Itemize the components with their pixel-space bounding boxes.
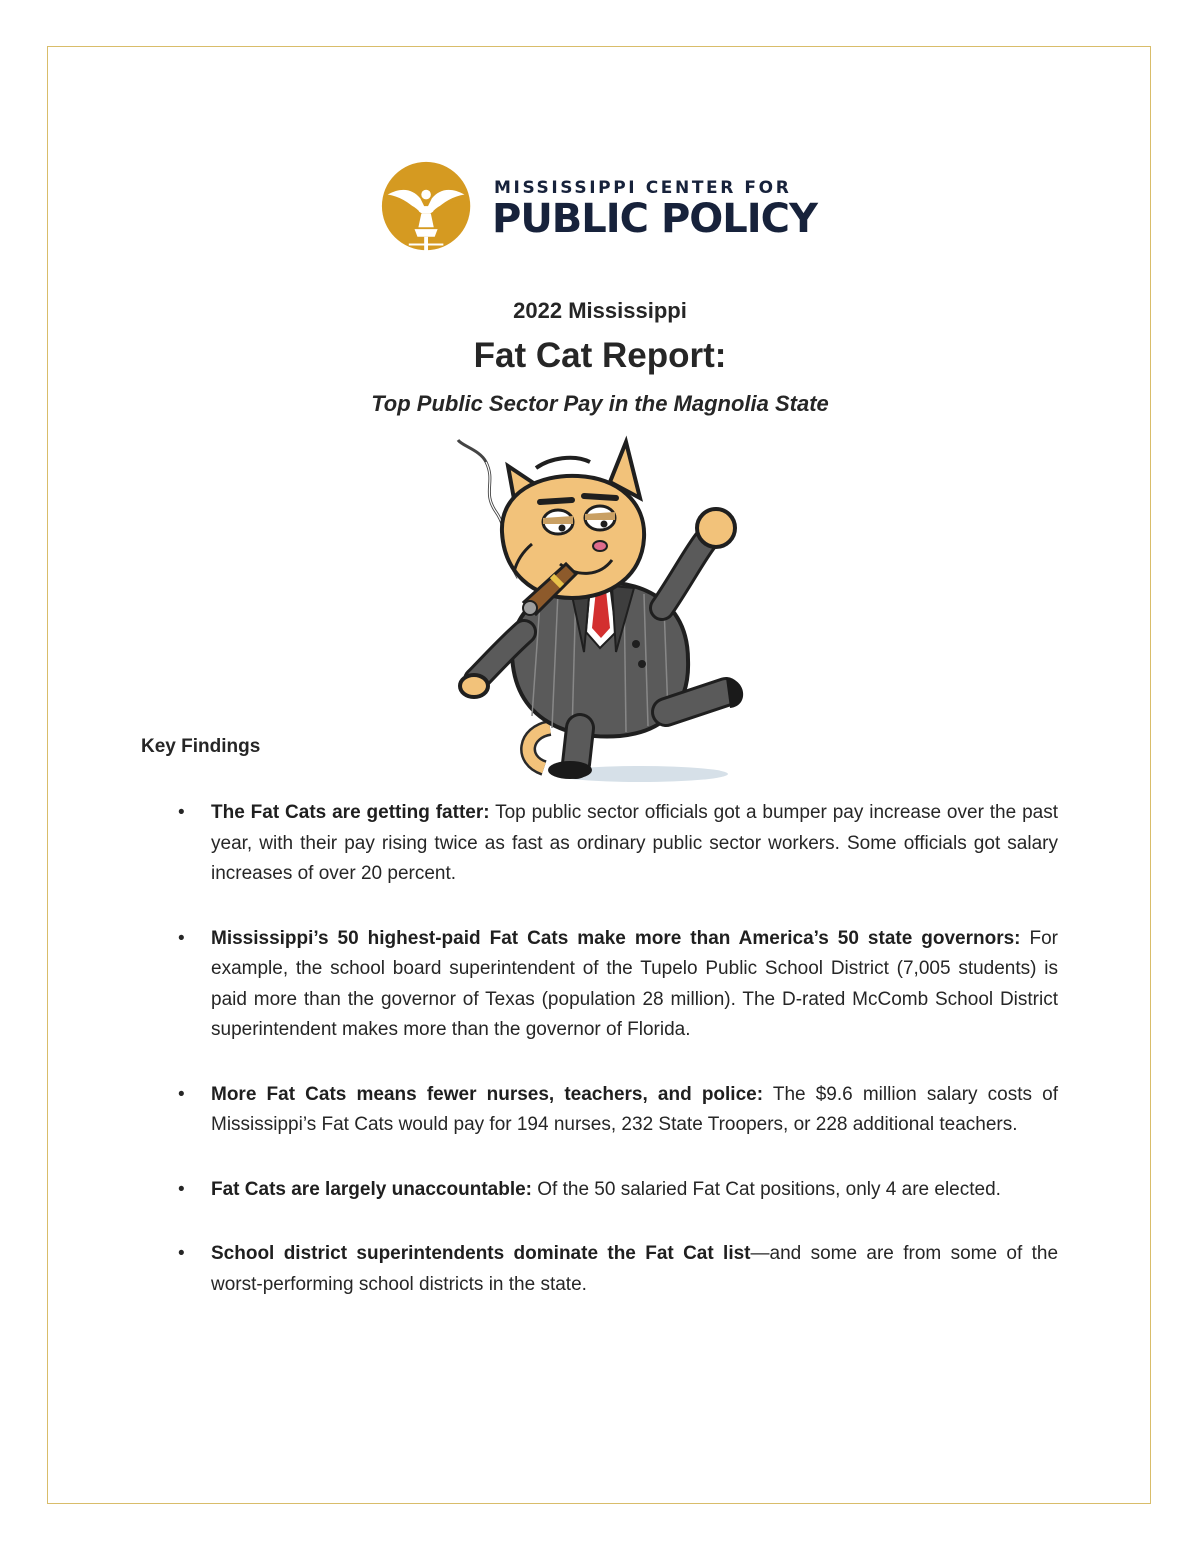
list-item	[178, 1175, 1058, 1206]
finding-lead: School district superintendents dominate the Fat Cat list	[211, 1243, 751, 1264]
logo-text-line2: PUBLIC POLICY	[492, 196, 817, 242]
finding-text: Of the 50 salaried Fat Cat positions, only 4 are elected.	[532, 1178, 1001, 1200]
bullet-icon: •	[178, 1178, 185, 1200]
finding-text: For example, the school board superintendent of the Tupelo Public School District (7,005 students) is paid more than the governor of Texas (population 28 million). The D-rated McComb School District superintendent makes more than the governor of Florida.	[211, 927, 1059, 1040]
list-item	[178, 924, 1058, 1046]
report-subtitle: Top Public Sector Pay in the Magnolia State	[371, 391, 829, 416]
finding-lead: The Fat Cats are getting fatter:	[211, 802, 490, 823]
logo-text-line1: MISSISSIPPI CENTER FOR	[494, 178, 792, 198]
finding-lead: More Fat Cats means fewer nurses, teachers, and police:	[211, 1083, 764, 1105]
bullet-icon: •	[178, 1243, 185, 1264]
findings-list	[178, 798, 1058, 1300]
key-findings-heading: Key Findings	[141, 736, 261, 757]
finding-lead: Mississippi’s 50 highest-paid Fat Cats make more than America’s 50 state governors:	[211, 927, 1021, 949]
finding-lead: Fat Cats are largely unaccountable:	[211, 1178, 532, 1200]
fat-cat-cigar-illustration	[440, 432, 760, 784]
organization-logo	[380, 158, 830, 258]
list-item	[178, 798, 1058, 890]
list-item	[178, 1239, 1058, 1300]
list-item	[178, 1080, 1058, 1141]
finding-text: —and some are from some of the worst-performing school districts in the state.	[211, 1243, 1059, 1295]
eagle-seal-icon	[380, 160, 476, 256]
finding-text: The $9.6 million salary costs of Mississippi’s Fat Cats would pay for 194 nurses, 232 State Troopers, or 228 additional teachers.	[211, 1083, 1058, 1135]
bullet-icon: •	[178, 1083, 185, 1105]
report-year-title: 2022 Mississippi	[513, 298, 687, 323]
bullet-icon: •	[178, 802, 185, 823]
finding-text: Top public sector officials got a bumper pay increase over the past year, with their pay rising twice as fast as ordinary public sector workers. Some officials got salary increases of over 20 percent.	[211, 802, 1058, 884]
report-title: Fat Cat Report:	[473, 336, 727, 375]
bullet-icon: •	[178, 927, 185, 949]
